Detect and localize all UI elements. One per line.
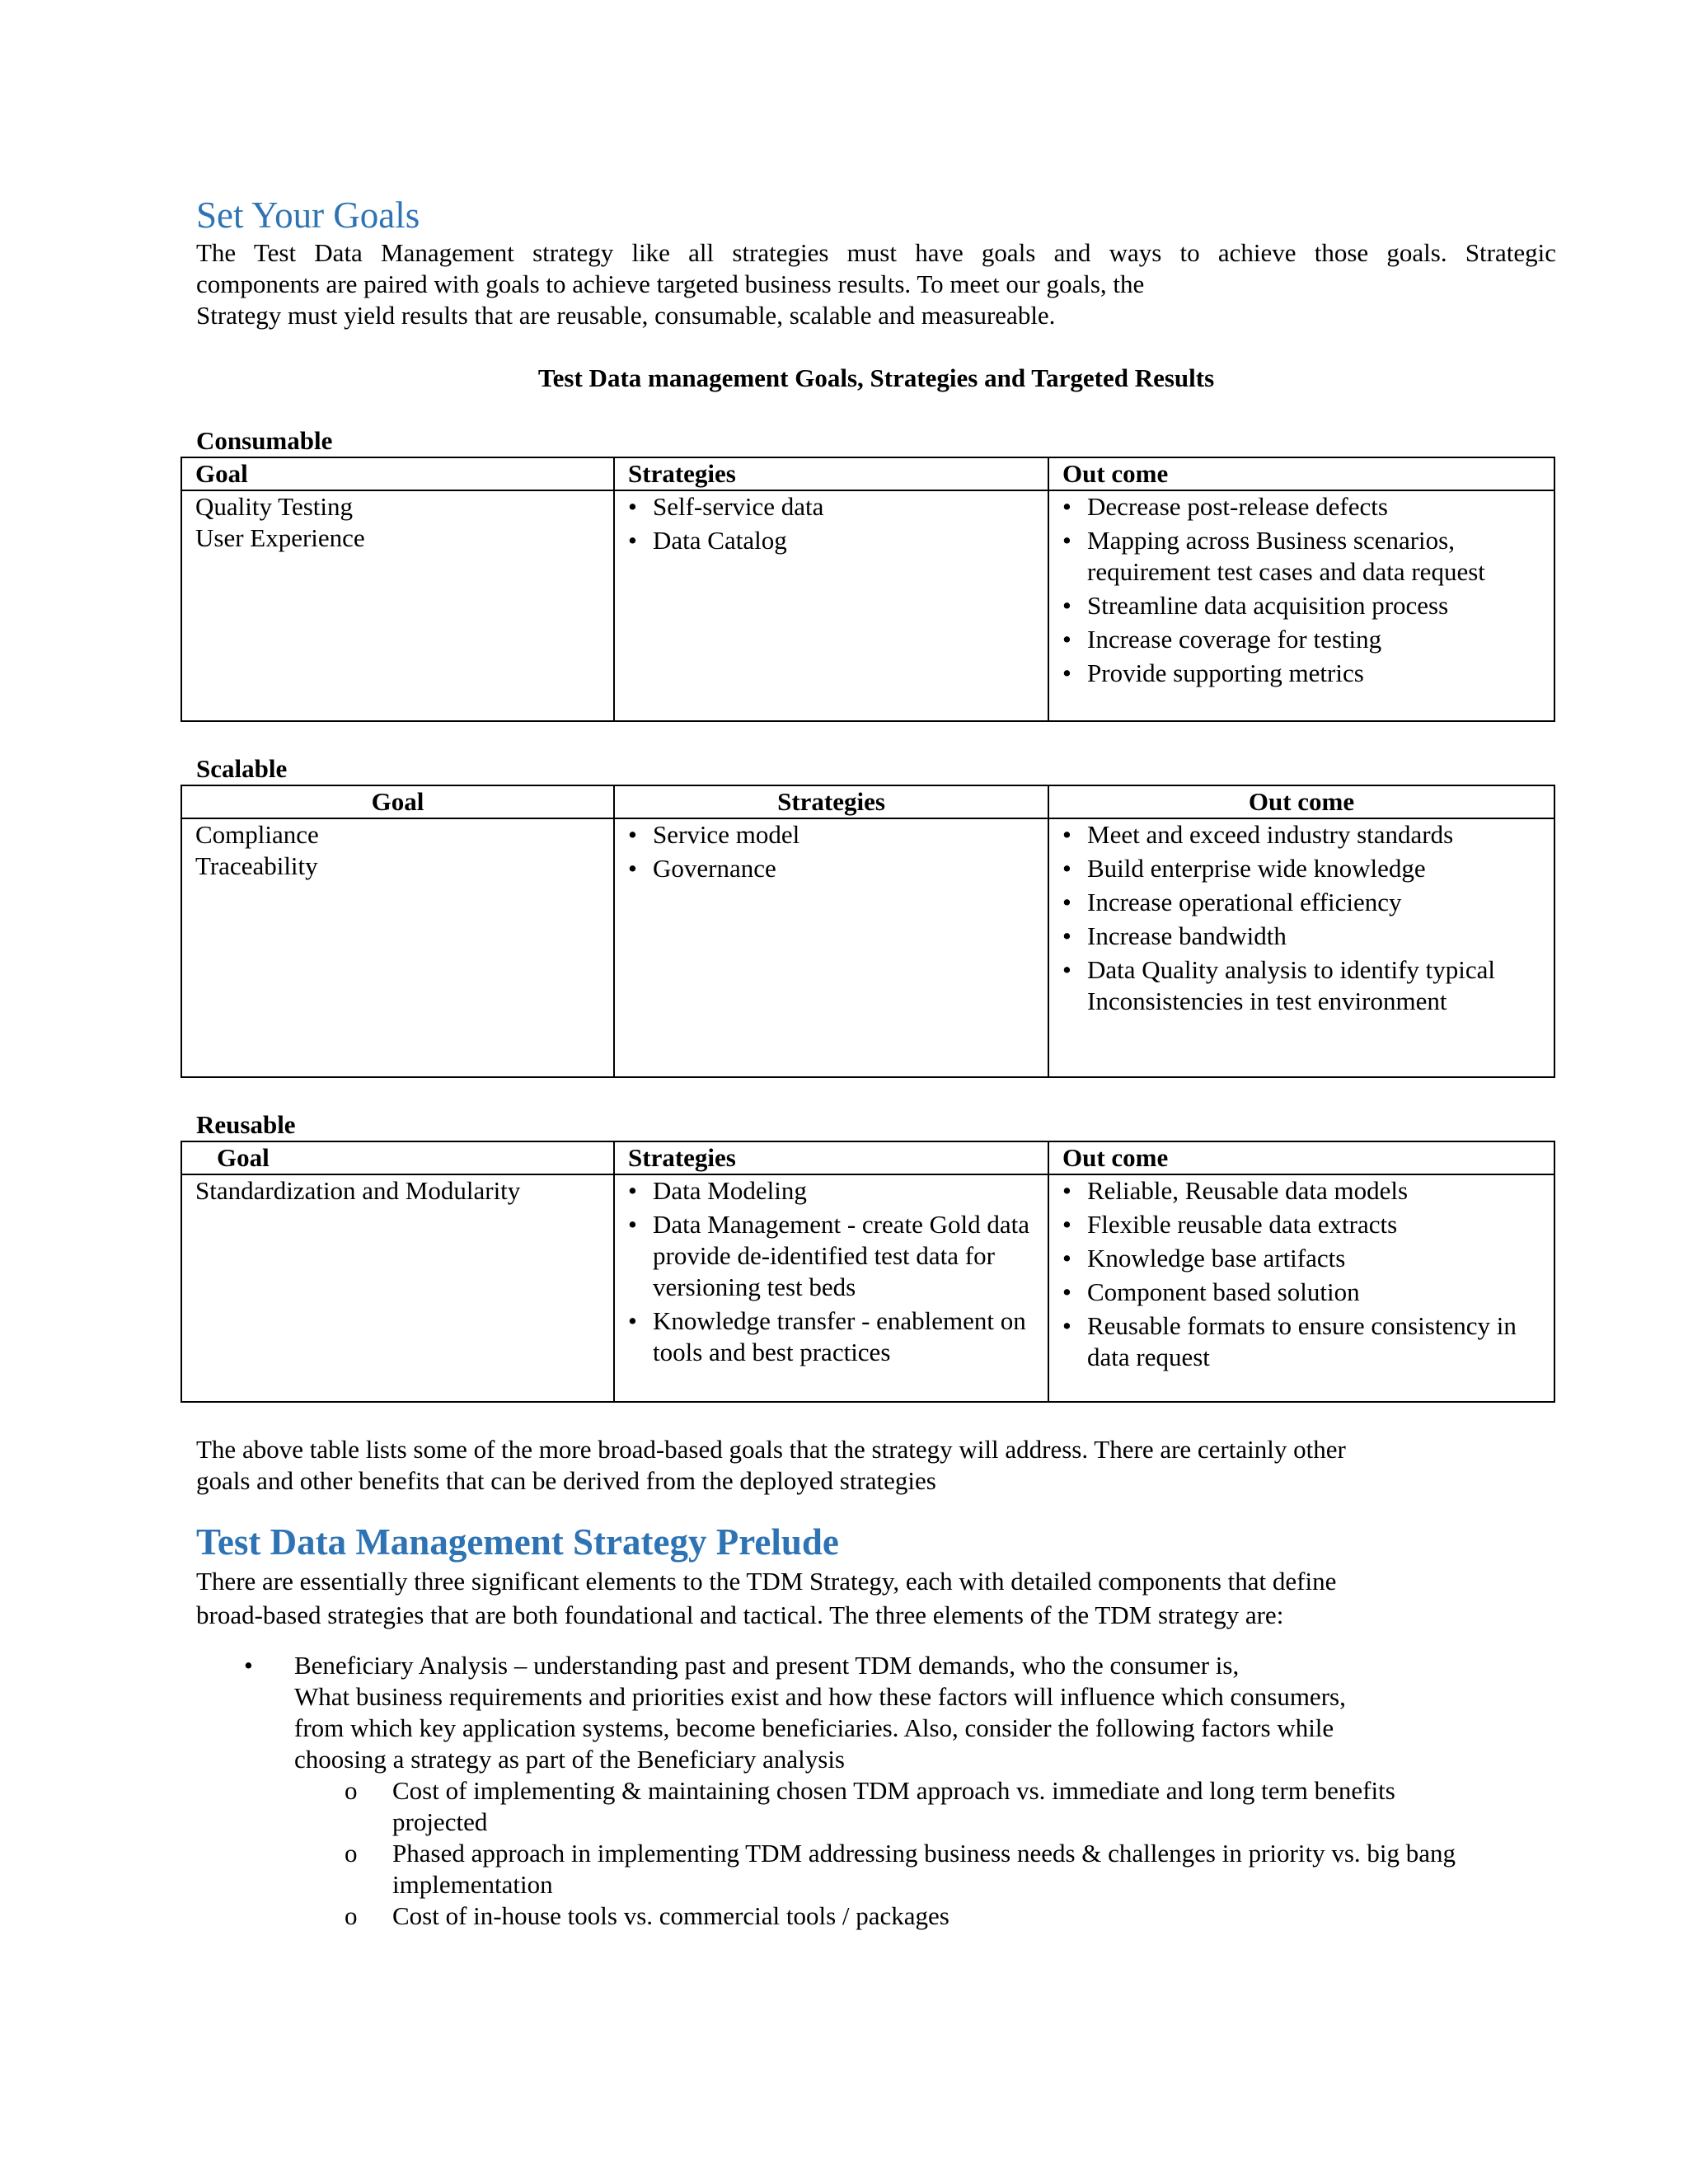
strategies-cell: [614, 490, 1048, 721]
goal-item: Traceability: [195, 851, 318, 880]
prelude-paragraph: [196, 1564, 1556, 1632]
list-item-beneficiary: [196, 1650, 1556, 1932]
goal-item: Quality Testing: [195, 491, 353, 521]
sub-list-item: [345, 1838, 1464, 1900]
table-reusable: [181, 1141, 1555, 1403]
outcome-item: • Meet and exceed industry standards: [1087, 819, 1540, 851]
sub-list-item: [345, 1775, 1464, 1838]
header-outcome: Out come: [1048, 457, 1554, 490]
beneficiary-line-1: Beneficiary Analysis – understanding past and present TDM demands, who the consumer is,: [294, 1650, 1240, 1680]
strategy-item: • Self-service data: [653, 491, 1034, 523]
beneficiary-line-2: What business requirements and priorities exist and how these factors will influence which consumers,: [294, 1681, 1346, 1711]
outcome-item: • Decrease post-release defects: [1087, 491, 1540, 523]
header-strategies: Strategies: [614, 457, 1048, 490]
intro-paragraph: [196, 237, 1556, 331]
outcome-cell: [1048, 818, 1554, 1077]
sub-item-text: Phased approach in implementing TDM addressing business needs & challenges in priority vs. big bang implementation: [392, 1838, 1456, 1899]
outcome-item: • Increase operational efficiency: [1087, 887, 1540, 918]
prelude-line-1: There are essentially three significant elements to the TDM Strategy, each with detailed components that define: [196, 1566, 1337, 1596]
strategies-cell: [614, 818, 1048, 1077]
header-outcome: Out come: [1048, 1141, 1554, 1174]
section-label-consumable: Consumable: [196, 425, 333, 455]
goal-cell: [181, 490, 614, 721]
goal-item: User Experience: [195, 523, 365, 552]
heading-prelude: Test Data Management Strategy Prelude: [196, 1521, 839, 1563]
outcome-item: • Mapping across Business scenarios, requirement test cases and data request: [1087, 525, 1540, 588]
heading-set-your-goals: Set Your Goals: [196, 194, 420, 236]
strategy-item: • Knowledge transfer - enablement on tools and best practices: [653, 1305, 1034, 1368]
table-header-row: [181, 457, 1554, 490]
goal-item: Compliance: [195, 819, 319, 849]
prelude-line-2: broad-based strategies that are both foundational and tactical. The three elements of the TDM strategy are:: [196, 1600, 1284, 1629]
sub-item-text: Cost of implementing & maintaining chosen TDM approach vs. immediate and long term benefits projected: [392, 1775, 1395, 1836]
table-header-row: [181, 785, 1554, 818]
outcome-item: • Build enterprise wide knowledge: [1087, 853, 1540, 884]
intro-line-1: The Test Data Management strategy like all strategies must have goals and ways to achieve those goals. Strategic: [196, 237, 1556, 267]
table-row: [181, 1174, 1554, 1402]
goal-cell: [181, 1174, 614, 1402]
sub-item-text: Cost of in-house tools vs. commercial tools / packages: [392, 1900, 950, 1930]
sub-bullet-marker: o: [345, 1775, 358, 1805]
sub-bullet-marker: o: [345, 1900, 358, 1930]
header-strategies: Strategies: [614, 785, 1048, 818]
strategy-item: • Data Management - create Gold data provide de-identified test data for versioning test beds: [653, 1209, 1034, 1303]
table-scalable: [181, 785, 1555, 1078]
after-table-line-2: goals and other benefits that can be derived from the deployed strategies: [196, 1465, 936, 1495]
strategy-item: • Service model: [653, 819, 1034, 851]
strategy-item: • Data Modeling: [653, 1175, 1034, 1207]
outcome-item: • Provide supporting metrics: [1087, 658, 1540, 689]
after-table-line-1: The above table lists some of the more broad-based goals that the strategy will address. There are certainly other: [196, 1434, 1346, 1464]
outcome-item: • Flexible reusable data extracts: [1087, 1209, 1540, 1240]
header-outcome: Out come: [1048, 785, 1554, 818]
bullet-dot: •: [244, 1650, 253, 1680]
outcome-item: • Increase coverage for testing: [1087, 624, 1540, 655]
section-label-scalable: Scalable: [196, 753, 288, 783]
outcome-item: • Increase bandwidth: [1087, 921, 1540, 952]
table-row: [181, 818, 1554, 1077]
intro-line-2: components are paired with goals to achieve targeted business results. To meet our goals, the: [196, 269, 1145, 298]
elements-list: [196, 1650, 1556, 1932]
beneficiary-sub-list: [345, 1775, 1464, 1932]
strategy-item: • Governance: [653, 853, 1034, 884]
outcome-cell: [1048, 1174, 1554, 1402]
header-strategies: Strategies: [614, 1141, 1048, 1174]
section-label-reusable: Reusable: [196, 1109, 296, 1139]
header-goal: Goal: [181, 785, 614, 818]
header-goal: Goal: [181, 457, 614, 490]
outcome-item: • Reusable formats to ensure consistency in data request: [1087, 1310, 1540, 1373]
beneficiary-line-3: from which key application systems, become beneficiaries. Also, consider the following factors while: [294, 1713, 1334, 1742]
header-goal: Goal: [181, 1141, 614, 1174]
table-header-row: [181, 1141, 1554, 1174]
intro-line-3: Strategy must yield results that are reusable, consumable, scalable and measureable.: [196, 300, 1056, 330]
outcome-item: • Streamline data acquisition process: [1087, 590, 1540, 621]
after-table-paragraph: [196, 1434, 1556, 1497]
strategies-cell: [614, 1174, 1048, 1402]
outcome-item: • Component based solution: [1087, 1277, 1540, 1308]
outcome-item: • Knowledge base artifacts: [1087, 1243, 1540, 1274]
document-page: [196, 194, 1556, 1932]
beneficiary-line-4: choosing a strategy as part of the Beneficiary analysis: [294, 1744, 845, 1774]
outcome-item: • Reliable, Reusable data models: [1087, 1175, 1540, 1207]
goal-cell: [181, 818, 614, 1077]
goal-item: Standardization and Modularity: [195, 1175, 521, 1205]
sub-bullet-marker: o: [345, 1838, 358, 1868]
sub-list-item: [345, 1900, 1464, 1932]
outcome-item: • Data Quality analysis to identify typical Inconsistencies in test environment: [1087, 954, 1540, 1017]
strategy-item: • Data Catalog: [653, 525, 1034, 556]
table-consumable: [181, 457, 1555, 722]
outcome-cell: [1048, 490, 1554, 721]
table-row: [181, 490, 1554, 721]
table-title: Test Data management Goals, Strategies and Targeted Results: [537, 363, 1215, 392]
